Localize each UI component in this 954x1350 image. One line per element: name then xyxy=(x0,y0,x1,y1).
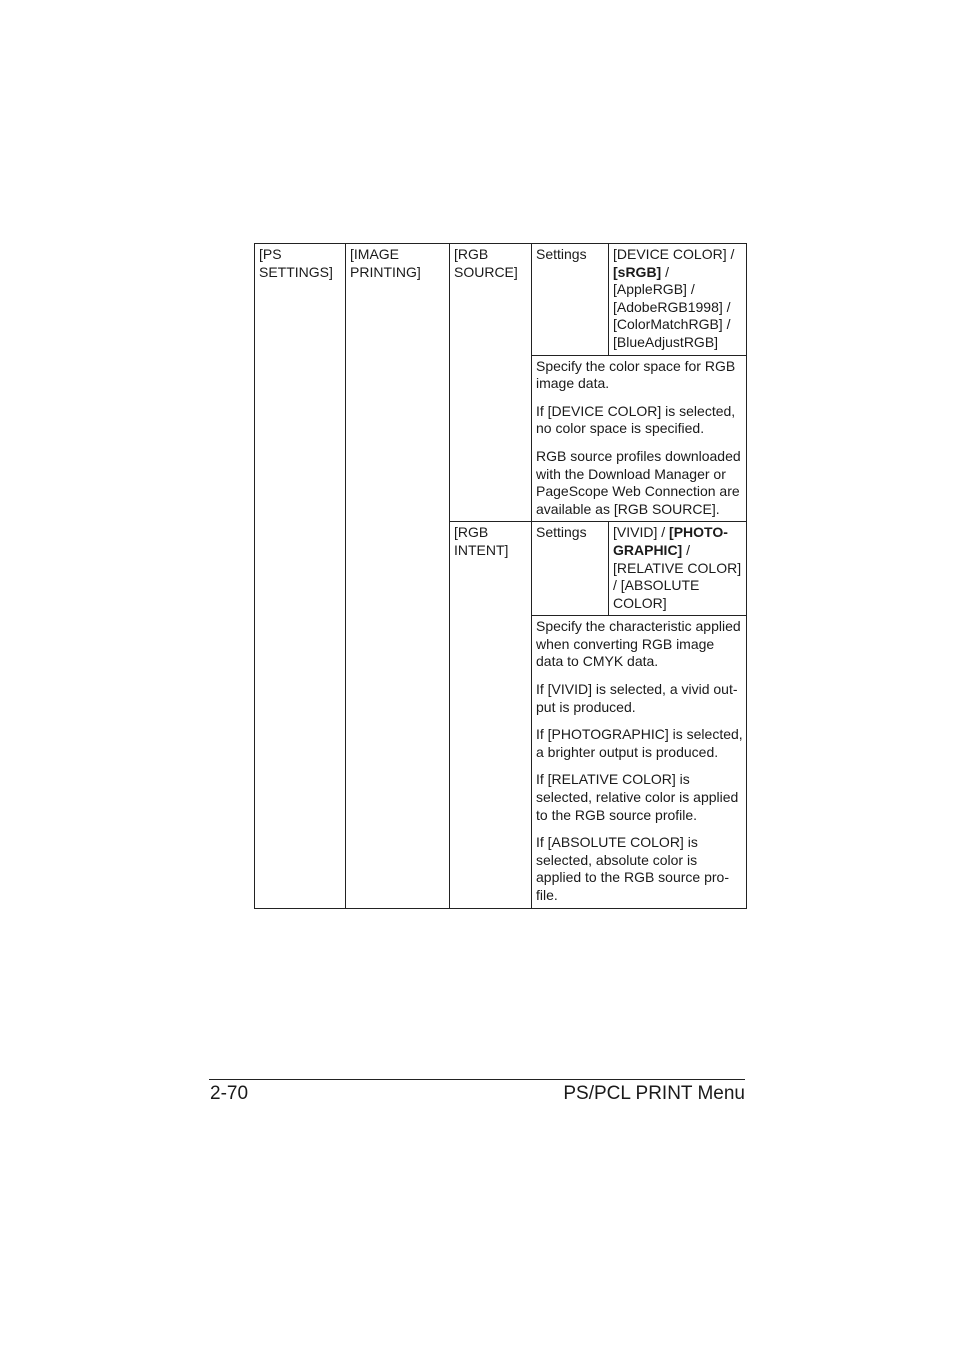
description-paragraph: If [ABSOLUTE COLOR] is selected, absolute color is applied to the RGB source profile. xyxy=(536,834,730,903)
option-separator: / xyxy=(686,281,695,298)
option-photographic-default: [PHOTOGRAPHIC] xyxy=(613,524,728,558)
option-relative-color: [RELATIVE COLOR] xyxy=(613,559,742,576)
description-paragraph: If [RELATIVE COLOR] is selected, relative color is applied to the RGB source profile. xyxy=(536,771,739,823)
option-absolute-color: [ABSOLUTE COLOR] xyxy=(613,577,700,611)
footer-divider xyxy=(209,1079,745,1080)
level2-cell: [IMAGE PRINTING] xyxy=(346,244,450,909)
option-applergb: [AppleRGB] xyxy=(613,281,687,298)
rgb-source-settings-row xyxy=(255,244,747,356)
rgb-source-label: [RGB SOURCE] xyxy=(450,244,532,522)
rgb-intent-description xyxy=(532,616,747,908)
option-separator: / xyxy=(682,541,691,558)
rgb-intent-settings-label: Settings xyxy=(532,522,609,616)
option-separator: / xyxy=(722,316,731,333)
description-paragraph: RGB source profiles downloaded with the Download Manager or PageScope Web Connection are available as [RGB SOURCE]. xyxy=(536,447,741,517)
rgb-source-settings-label: Settings xyxy=(532,244,609,356)
rgb-source-options xyxy=(609,244,747,356)
option-srgb-default: [sRGB] xyxy=(613,263,662,280)
option-separator: / xyxy=(722,298,731,315)
option-adobergb1998: [AdobeRGB1998] xyxy=(613,298,723,315)
option-device-color: [DEVICE COLOR] xyxy=(613,246,727,262)
option-separator: / xyxy=(661,263,670,280)
option-separator: / xyxy=(657,524,670,541)
rgb-intent-options xyxy=(609,522,747,616)
description-paragraph: If [PHOTOGRAPHIC] is selected, a brighter output is produced. xyxy=(536,726,743,760)
menu-settings-table xyxy=(254,243,747,909)
level1-cell: [PS SETTINGS] xyxy=(255,244,346,909)
section-title: PS/PCL PRINT Menu xyxy=(563,1083,745,1104)
description-paragraph: If [VIVID] is selected, a vivid output is produced. xyxy=(536,681,738,715)
rgb-intent-label: [RGB INTENT] xyxy=(450,522,532,908)
page-number: 2-70 xyxy=(210,1083,249,1104)
option-colormatchrgb: [ColorMatchRGB] xyxy=(613,316,723,333)
option-separator: / xyxy=(726,246,735,262)
rgb-source-description xyxy=(532,355,747,522)
description-paragraph: Specify the characteristic applied when converting RGB image data to CMYK data. xyxy=(536,618,741,670)
option-blueadjustrgb: [BlueAdjustRGB] xyxy=(613,333,719,350)
option-separator: / xyxy=(613,577,621,594)
description-paragraph: Specify the color space for RGB image data. xyxy=(536,357,736,392)
option-vivid: [VIVID] xyxy=(613,524,658,541)
description-paragraph: If [DEVICE COLOR] is selected, no color space is specified. xyxy=(536,402,736,437)
